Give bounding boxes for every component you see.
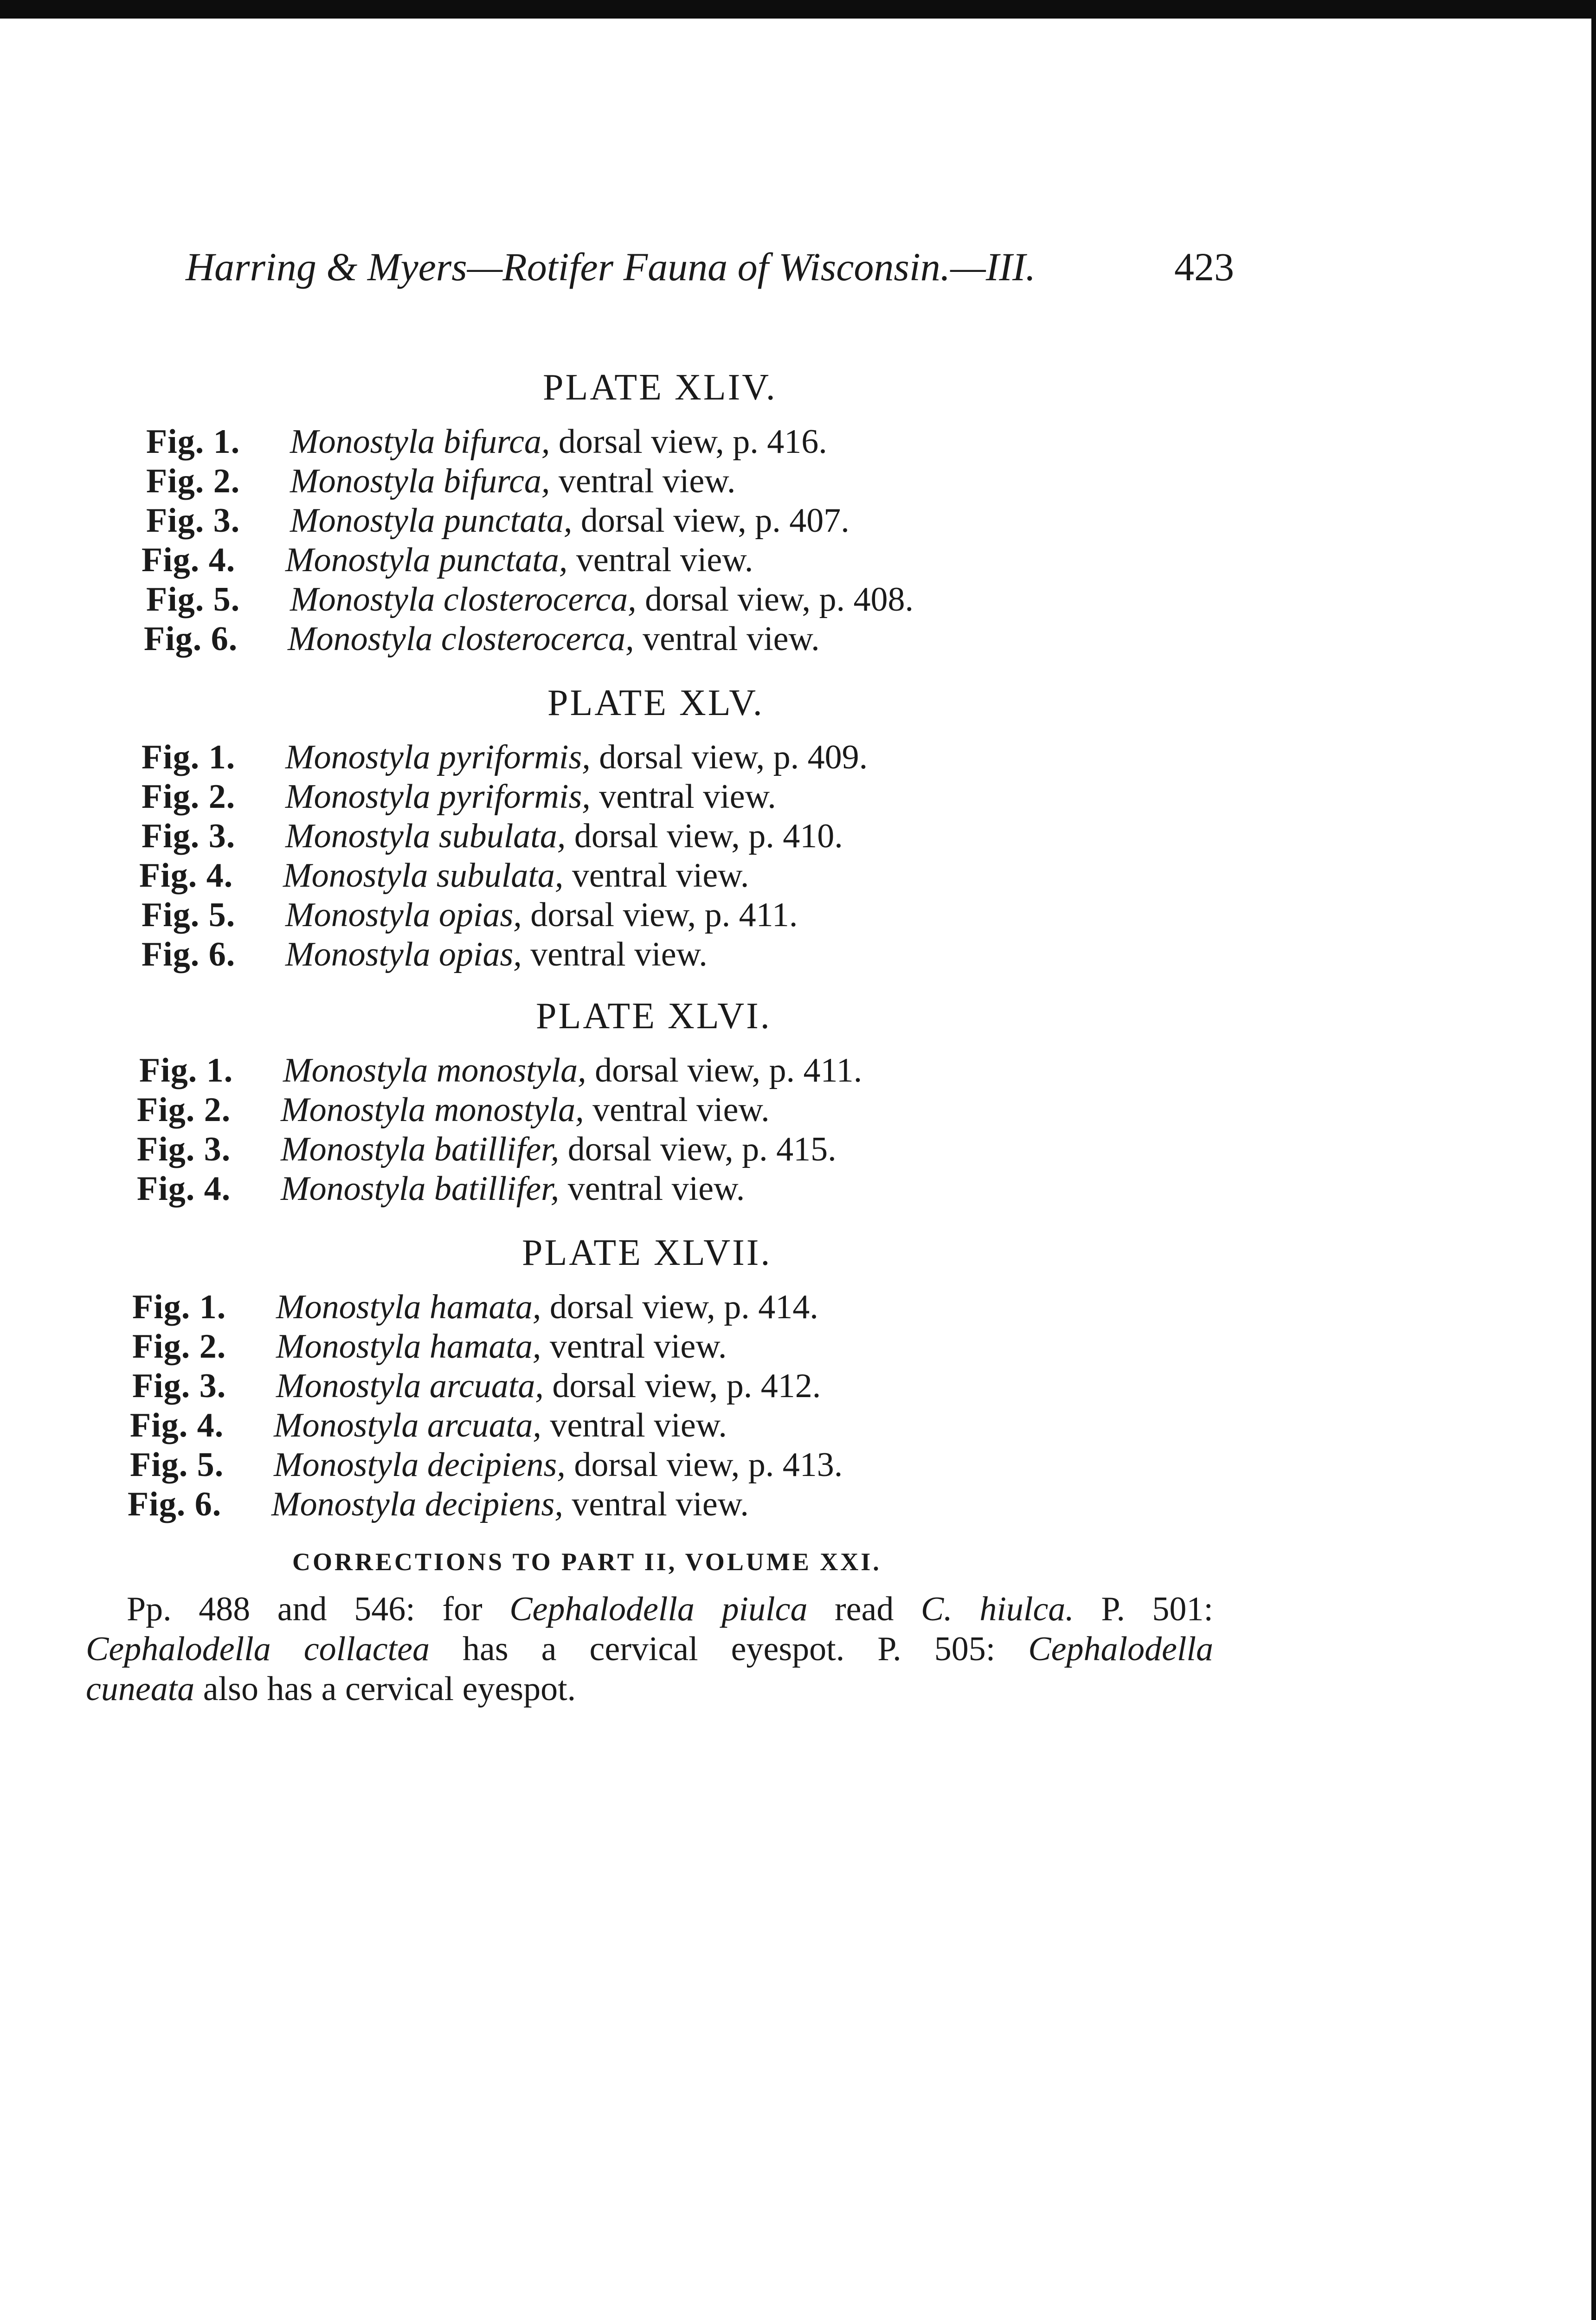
figure-label: Fig. 5. (142, 896, 236, 934)
figure-description: Monostyla monostyla, ventral view. (281, 1091, 770, 1129)
figure-description: Monostyla pyriformis, dorsal view, p. 409. (285, 738, 868, 776)
figure-description: Monostyla closterocerca, dorsal view, p. 408. (290, 580, 914, 619)
figure-label: Fig. 3. (132, 1367, 226, 1405)
figure-description: Monostyla punctata, ventral view. (285, 541, 753, 579)
page-number: 423 (1174, 245, 1234, 289)
figure-label: Fig. 3. (146, 502, 240, 540)
figure-label: Fig. 3. (142, 817, 236, 855)
plate-title: PLATE XLVI. (536, 996, 772, 1037)
scan-edge-top (0, 0, 1596, 19)
figure-description: Monostyla batillifer, dorsal view, p. 415. (281, 1130, 837, 1168)
plate-title: PLATE XLIV. (543, 367, 777, 408)
corrections-line: cuneata also has a cervical eyespot. (86, 1670, 576, 1708)
figure-description: Monostyla opias, dorsal view, p. 411. (285, 896, 798, 934)
corrections-line: Cephalodella collactea has a cervical eyespot. P. 505: Cephalodella (86, 1630, 1213, 1668)
figure-label: Fig. 1. (139, 1051, 233, 1089)
plate-title: PLATE XLV. (547, 683, 764, 723)
figure-label: Fig. 2. (142, 778, 236, 816)
figure-description: Monostyla bifurca, dorsal view, p. 416. (290, 423, 827, 461)
figure-label: Fig. 5. (130, 1446, 224, 1484)
figure-description: Monostyla subulata, ventral view. (283, 857, 749, 895)
figure-description: Monostyla subulata, dorsal view, p. 410. (285, 817, 843, 855)
figure-description: Monostyla decipiens, ventral view. (271, 1485, 749, 1523)
figure-description: Monostyla closterocerca, ventral view. (288, 620, 820, 658)
figure-label: Fig. 3. (137, 1130, 231, 1168)
running-title: Harring & Myers—Rotifer Fauna of Wisconsin.—III. (186, 245, 1036, 289)
figure-label: Fig. 2. (146, 462, 240, 500)
scan-edge-right (1591, 0, 1596, 2320)
corrections-line: Pp. 488 and 546: for Cephalodella piulca read C. hiulca. P. 501: (127, 1590, 1213, 1628)
figure-description: Monostyla bifurca, ventral view. (290, 462, 736, 500)
figure-label: Fig. 6. (128, 1485, 222, 1523)
plate-title: PLATE XLVII. (522, 1232, 772, 1273)
page-header (186, 244, 1234, 295)
figure-label: Fig. 4. (139, 857, 233, 895)
figure-description: Monostyla monostyla, dorsal view, p. 411. (283, 1051, 862, 1089)
corrections-heading: CORRECTIONS TO PART II, VOLUME XXI. (292, 1548, 882, 1576)
figure-description: Monostyla arcuata, ventral view. (274, 1406, 727, 1444)
figure-description: Monostyla hamata, dorsal view, p. 414. (276, 1288, 818, 1326)
figure-label: Fig. 1. (142, 738, 236, 776)
figure-description: Monostyla hamata, ventral view. (276, 1328, 727, 1366)
figure-label: Fig. 6. (144, 620, 238, 658)
figure-description: Monostyla decipiens, dorsal view, p. 413. (274, 1446, 843, 1484)
figure-label: Fig. 5. (146, 580, 240, 619)
figure-description: Monostyla pyriformis, ventral view. (285, 778, 776, 816)
figure-label: Fig. 1. (132, 1288, 226, 1326)
figure-label: Fig. 2. (132, 1328, 226, 1366)
corrections-paragraph (86, 1589, 1213, 1709)
figure-description: Monostyla opias, ventral view. (285, 935, 708, 973)
figure-label: Fig. 4. (137, 1170, 231, 1208)
figure-description: Monostyla arcuata, dorsal view, p. 412. (276, 1367, 821, 1405)
figure-label: Fig. 1. (146, 423, 240, 461)
figure-label: Fig. 6. (142, 935, 236, 973)
figure-description: Monostyla punctata, dorsal view, p. 407. (290, 502, 849, 540)
figure-label: Fig. 4. (130, 1406, 224, 1444)
figure-label: Fig. 2. (137, 1091, 231, 1129)
figure-label: Fig. 4. (142, 541, 236, 579)
figure-description: Monostyla batillifer, ventral view. (281, 1170, 745, 1208)
